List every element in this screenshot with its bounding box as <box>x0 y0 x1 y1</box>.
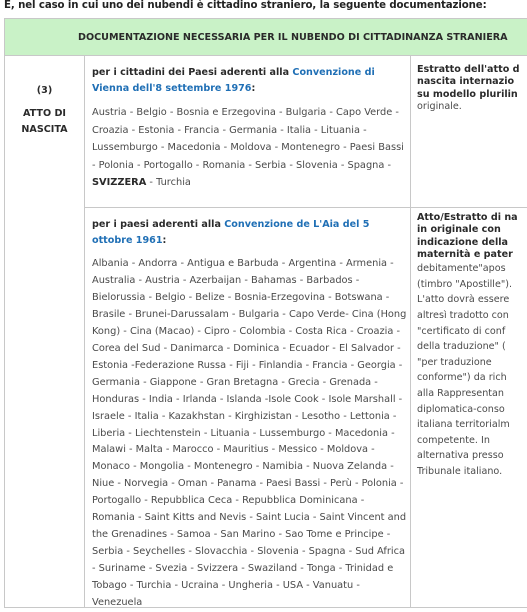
aja-countries: Albania - Andorra - Antigua e Barbuda - Argentina - Armenia - Australia - Austria - Azerbaijan - Bahamas - Barbados - Bielorussia - Belgio - Belize - Bosnia-Erzegovina - Botswana - Brasile - Brunei-Darussalam - Bulgaria - Capo Verde- Cina (Hong Kong) - Cina (Macao) - Cipro - Colombia - Costa Rica - Croazia - Corea del Sud - Danimarca - Dominica - Ecuador - El Salvador - Estonia -Federazione Russa - Fiji - Finlandia - Francia - Georgia - Germania - Giappone - Gran Bretagna - Grecia - Grenada - Honduras - India - Irlanda - Islanda -Isole Cook - Isole Marshall - Israele - Italia - Kazakhstan - Kirghizistan - Lesotho - Lettonia - Liberia - Liechtenstein - Lituania - Lussemburgo - Macedonia - Malawi - Malta - Marocco - Mauritius - Messico - Moldova - Monaco - Mongolia - Montenegro - Namibia - Nuova Zelanda - Niue - Norvegia - Oman - Panama - Paesi Bassi - Perù - Polonia - Portogallo - Repubblica Ceca - Repubblica Dominicana - Romania - Saint Kitts and Nevis - Saint Lucia - Saint Vincent and the Grenadines - Samoa - San Marino - Sao Tome e Principe - Serbia - Seychelles - Slovacchia - Slovenia - Spagna - Sud Africa - Suriname - Svezia - Svizzera - Swaziland - Tonga - Trinidad e Tobago - Turchia - Ucraina - Ungheria - USA - Vanuatu - Venezuela <box>92 258 407 609</box>
aja-title-line: Atto/Estratto di na <box>417 212 518 223</box>
aja-text-line: competente. In <box>417 434 490 446</box>
aja-text-line: diplomatica-conso <box>417 403 505 415</box>
vienna-title-line: Estratto dell'atto d <box>417 64 520 75</box>
row-label-line2: NASCITA <box>21 124 68 135</box>
vienna-requirement-cell <box>411 56 527 208</box>
vienna-country-bold: SVIZZERA <box>92 177 147 189</box>
table-header: DOCUMENTAZIONE NECESSARIA PER IL NUBENDO DI CITTADINANZA STRANIERA <box>5 19 527 56</box>
aja-requirement-cell <box>411 208 527 607</box>
vienna-country-list: Austria - Belgio - Bosnia e Erzegovina - Bulgaria - Capo Verde - Croazia - Estonia - Francia - Germania - Italia - Lituania - Lussemburgo - Macedonia - Moldova - Montenegro - Paesi Bassi - Polonia - Portogallo - Romania - Serbia - Slovenia - Spagna - <box>92 107 404 171</box>
vienna-lead-end: : <box>251 82 256 94</box>
aja-lead-end: : <box>162 234 167 246</box>
vienna-country-end: - Turchia <box>146 177 191 189</box>
aja-title-line: in originale con <box>417 224 501 236</box>
aja-requirement-text <box>417 261 527 479</box>
vienna-title-line: su modello plurilin <box>417 88 518 100</box>
aja-text-line: della traduzione" ( <box>417 341 506 353</box>
aja-cell <box>85 208 411 607</box>
row-label-cell <box>5 56 85 607</box>
aja-title-line: indicazione della <box>417 236 509 248</box>
vienna-lead-text: per i cittadini dei Paesi aderenti alla <box>92 67 293 78</box>
aja-text-line: debitamente"apos <box>417 263 506 275</box>
row-label-line1: ATTO DI <box>22 107 67 119</box>
aja-text-line: L'atto dovrà essere <box>417 294 510 306</box>
row-number: (3) <box>36 85 53 96</box>
aja-requirement-title <box>417 212 527 261</box>
aja-text-line: "certificato di conf <box>417 325 506 337</box>
vienna-lead <box>92 65 410 96</box>
intro-text: E, nel caso in cui uno dei nubendi è cittadino straniero, la seguente documentazione: <box>4 0 487 11</box>
aja-text-line: altresì tradotto con <box>417 309 509 321</box>
aja-text-line: (timbro "Apostille"). <box>417 278 513 290</box>
aja-text-line: Tribunale italiano. <box>417 465 503 477</box>
documentation-table <box>4 18 527 608</box>
vienna-cell <box>85 56 411 208</box>
aja-text-line: italiana territorialm <box>417 419 510 431</box>
vienna-requirement-title <box>417 64 527 101</box>
aja-text-line: conforme") da rich <box>417 372 507 384</box>
aja-text-line: alternativa presso <box>417 450 504 462</box>
vienna-convention-link[interactable]: Convenzione di Vienna dell'8 settembre 1976 <box>92 67 375 94</box>
vienna-countries <box>92 104 410 192</box>
aja-text-line: alla Rappresentan <box>417 387 504 399</box>
aja-lead <box>92 217 410 248</box>
vienna-title-line: nascita internazio <box>417 76 515 88</box>
aja-lead-text: per i paesi aderenti alla <box>92 219 225 230</box>
vienna-requirement-text: originale. <box>417 100 462 112</box>
aja-title-line: maternità e pater <box>417 248 513 260</box>
aja-convention-link[interactable]: Convenzione de L'Aia del 5 ottobre 1961 <box>92 219 370 246</box>
aja-text-line: "per traduzione <box>417 356 492 368</box>
